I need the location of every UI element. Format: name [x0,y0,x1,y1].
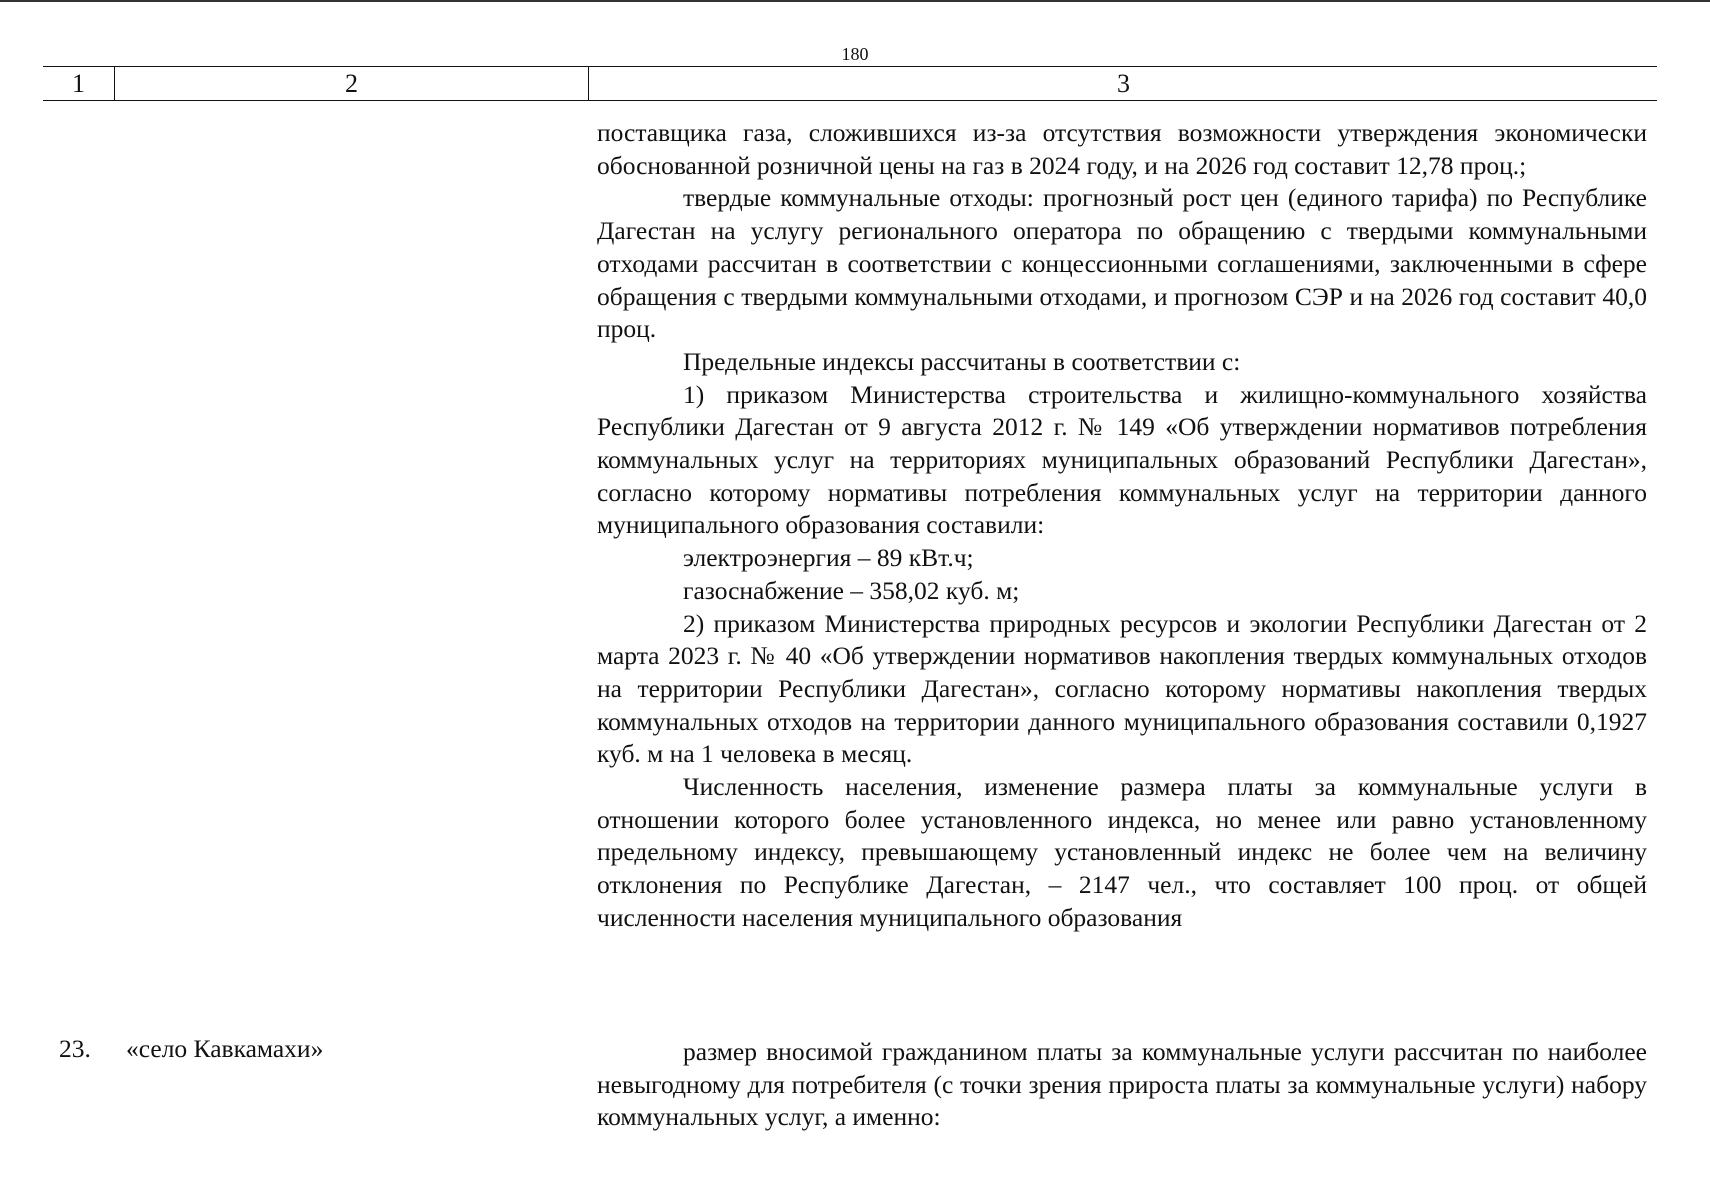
scan-edge-line [0,0,1710,2]
paragraph-gas-continued: поставщика газа, сложившихся из-за отсутствия возможности утверждения экономически обоснованной розничной цены на газ в 2024 году, и на 2026 год составит 12,78 проц.; [597,118,1647,180]
row-number: 23. [59,1034,91,1063]
paragraph-payment-calculation: размер вносимой гражданином платы за коммунальные услуги рассчитан по наиболее невыгодному для потребителя (с точки зрения прироста платы за коммунальные услуги) набору коммунальных услуг, а именно: [597,1037,1647,1132]
paragraph-electricity: электроэнергия – 89 кВт.ч; [683,543,974,573]
paragraph-order-2: 2) приказом Министерства природных ресурсов и экологии Республики Дагестан от 2 марта 2023 г. № 40 «Об утверждении нормативов накопления твердых коммунальных отходов на территории Республики Дагестан», согласно которому нормативы накопления твердых коммунальных отходов на территории данного муниципального образования составили 0,1927 куб. м на 1 человека в месяц. [597,608,1647,769]
continued-text-block [597,117,1647,935]
table-header-col-1: 1 [43,67,115,100]
table-header-col-2: 2 [115,67,589,100]
row-municipality-name: «село Кавкамахи» [126,1034,324,1063]
paragraph-indices-intro: Предельные индексы рассчитаны в соответствии с: [683,346,1241,376]
paragraph-gas-supply: газоснабжение – 358,02 куб. м; [683,575,1020,605]
paragraph-order-1: 1) приказом Министерства строительства и жилищно-коммунального хозяйства Республики Дагестан от 9 августа 2012 г. № 149 «Об утверждении нормативов потребления коммунальных услуг на территориях муниципальных образований Республики Дагестан», согласно которому нормативы потребления коммунальных услуг на территории данного муниципального образования составили: [597,379,1647,540]
table-header-col-3: 3 [1117,69,1130,98]
row-text-block [597,1036,1647,1134]
page-number: 180 [841,44,869,64]
paragraph-population: Численность населения, изменение размера платы за коммунальные услуги в отношении которого более установленного индекса, но менее или равно установленному предельному индексу, превышающему установленный индекс не более чем на величину отклонения по Республике Дагестан, – 2147 чел., что составляет 100 проц. от общей численности населения муниципального образования [597,772,1647,932]
table-header-row [43,66,1657,101]
paragraph-solid-waste: твердые коммунальные отходы: прогнозный рост цен (единого тарифа) по Республике Дагестан на услугу регионального оператора по обращению с твердыми коммунальными отходами рассчитан в соответствии с концессионными соглашениями, заключенными в сфере обращения с твердыми коммунальными отходами, и прогнозом СЭР и на 2026 год составит 40,0 проц. [597,183,1647,344]
